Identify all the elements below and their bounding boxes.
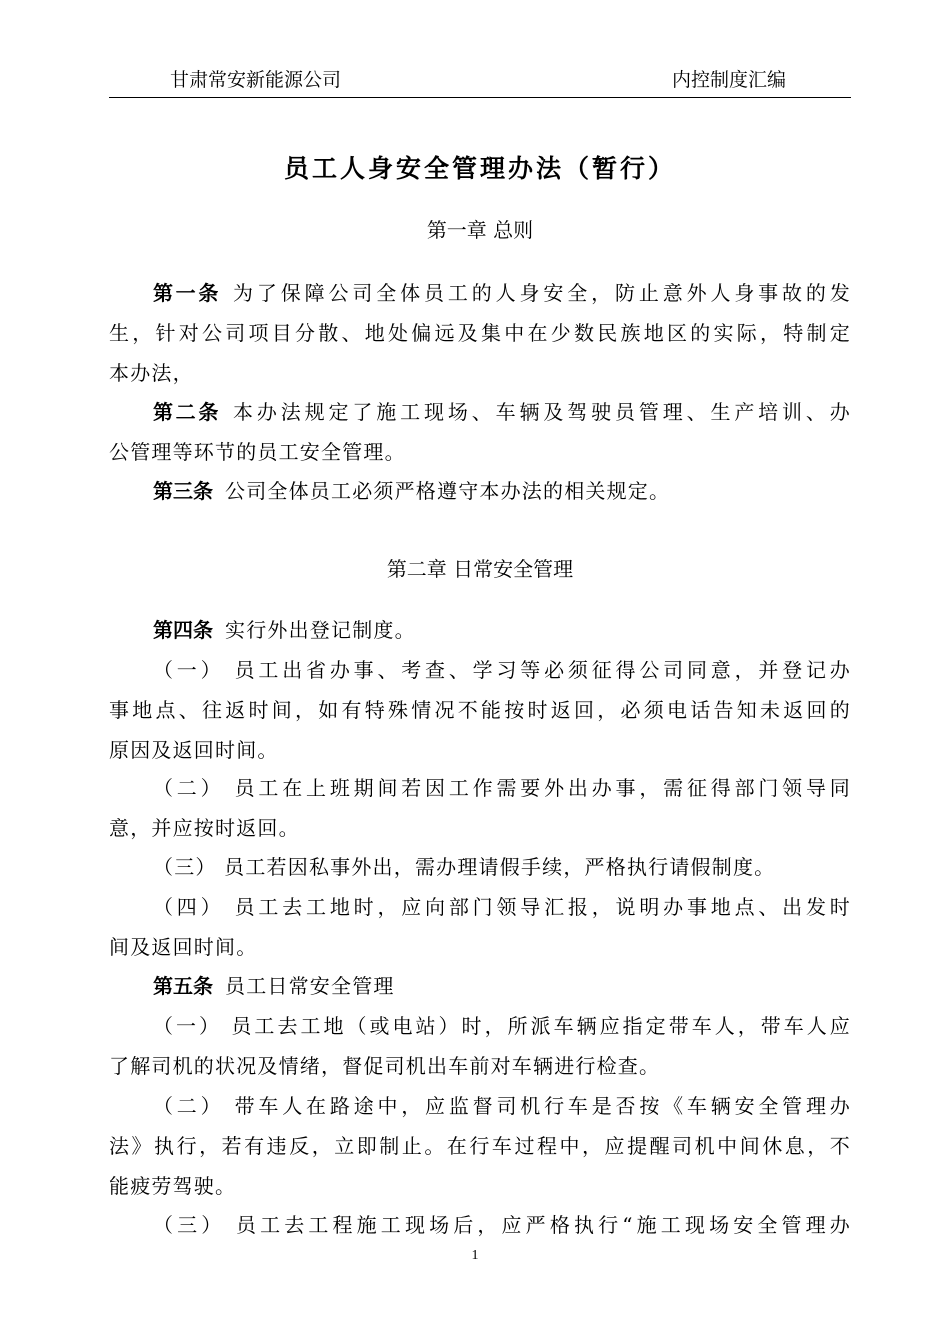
chapter-2-heading: 第二章 日常安全管理 [386, 557, 574, 581]
article-1-label: 第一条 [153, 281, 222, 305]
article-5-label: 第五条 [153, 974, 213, 998]
article-1-line-1: 第一条 为了保障公司全体员工的人身安全，防止意外人身事故的发 [153, 281, 851, 305]
header-rule [109, 97, 851, 98]
article-5-item-3 [109, 1205, 851, 1245]
article-5-item-2-line-2: 法》执行，若有违反，立即制止。在行车过程中，应提醒司机中间休息，不 [109, 1134, 851, 1158]
article-5 [109, 966, 851, 1006]
article-5-item-1 [109, 1006, 851, 1086]
article-4-item-1-line-1: （一） 员工出省办事、考查、学习等必须征得公司同意，并登记办 [153, 658, 851, 682]
article-4-item-2-line-2: 意，并应按时返回。 [109, 816, 300, 840]
document-title: 员工人身安全管理办法（暂行） [283, 154, 676, 183]
article-4-item-3-line-1: （三） 员工若因私事外出，需办理请假手续，严格执行请假制度。 [153, 855, 776, 879]
page-number: 1 [471, 1248, 479, 1263]
article-5-item-1-line-2: 了解司机的状况及情绪，督促司机出车前对车辆进行检查。 [109, 1054, 661, 1078]
article-5-line-1: 第五条 员工日常安全管理 [153, 974, 395, 998]
article-4-line-1: 第四条 实行外出登记制度。 [153, 618, 416, 642]
article-2-line-1: 第二条 本办法规定了施工现场、车辆及驾驶员管理、生产培训、办 [153, 400, 851, 424]
article-2-label: 第二条 [153, 400, 222, 424]
article-1-line-3: 本办法， [109, 361, 194, 385]
article-4-label: 第四条 [153, 618, 213, 642]
article-5-item-2 [109, 1086, 851, 1206]
chapter-1-heading: 第一章 总则 [426, 218, 534, 242]
article-3-label: 第三条 [153, 479, 213, 503]
article-3-line-1: 第三条 公司全体员工必须严格遵守本办法的相关规定。 [153, 479, 671, 503]
article-4-item-2 [109, 768, 851, 848]
article-4-item-4 [109, 887, 851, 967]
article-1-line-2: 生，针对公司项目分散、地处偏远及集中在少数民族地区的实际，特制定 [109, 321, 851, 345]
header-company-name: 甘肃常安新能源公司 [170, 70, 342, 91]
article-5-item-3-line-1: （三） 员工去工程施工现场后，应严格执行“施工现场安全管理办 [153, 1213, 851, 1237]
article-3 [109, 471, 851, 511]
article-5-item-2-line-1: （二） 带车人在路途中，应监督司机行车是否按《车辆安全管理办 [153, 1094, 851, 1118]
article-5-item-2-line-3: 能疲劳驾驶。 [109, 1174, 237, 1198]
article-1 [109, 273, 851, 393]
article-5-item-1-line-1: （一） 员工去工地（或电站）时，所派车辆应指定带车人，带车人应 [153, 1014, 851, 1038]
article-4 [109, 610, 851, 650]
header-doc-collection: 内控制度汇编 [672, 70, 787, 91]
article-4-item-4-line-2: 间及返回时间。 [109, 935, 258, 959]
article-4-item-3 [109, 847, 851, 887]
article-4-item-4-line-1: （四） 员工去工地时，应向部门领导汇报，说明办事地点、出发时 [153, 895, 851, 919]
article-4-item-2-line-1: （二） 员工在上班期间若因工作需要外出办事，需征得部门领导同 [153, 776, 851, 800]
article-2 [109, 392, 851, 472]
article-4-item-1-line-3: 原因及返回时间。 [109, 738, 279, 762]
article-4-item-1 [109, 650, 851, 770]
article-2-line-2: 公管理等环节的员工安全管理。 [109, 440, 406, 464]
article-4-item-1-line-2: 事地点、往返时间，如有特殊情况不能按时返回，必须电话告知未返回的 [109, 698, 851, 722]
